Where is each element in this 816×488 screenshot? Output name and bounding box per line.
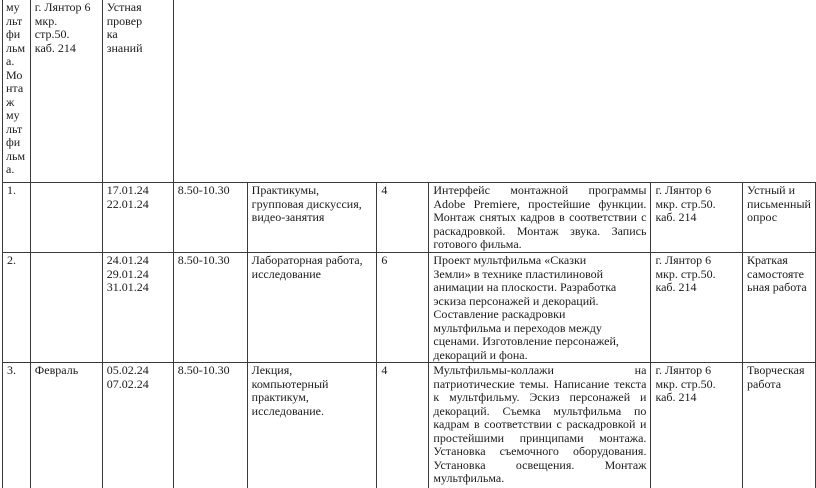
cell-time: 8.50-10.30 — [173, 363, 247, 488]
cell-control: Устный и письменный опрос — [743, 183, 816, 253]
cell-control: Творческая работа — [743, 363, 816, 488]
cell-hours: 4 — [377, 363, 429, 488]
cell-month — [30, 183, 102, 253]
empty-area — [173, 0, 815, 183]
cell-control: Краткая самостояте ьная работа — [743, 253, 816, 363]
cell-dates: 17.01.24 22.01.24 — [102, 183, 173, 253]
cell-number: 3. — [3, 363, 31, 488]
cell-topic-fragment: му льт фи льм а. Мо нта ж му льт фи льм а. — [3, 0, 31, 183]
cell-place-fragment: г. Лянтор 6 мкр. стр.50. каб. 214 — [30, 0, 102, 183]
cell-topic: Интерфейс монтажной программы Adobe Premiere, простейшие функции. Монтаж снятых кадров в соответствии с раскадровкой. Монтаж звука. Запись готового фильма. — [429, 183, 651, 253]
cell-place: г. Лянтор 6 мкр. стр.50. каб. 214 — [651, 253, 743, 363]
cell-number: 1. — [3, 183, 31, 253]
table-row — [3, 183, 816, 253]
cell-topic: Мультфильмы-коллажи на патриотические темы. Написание текста к мультфильму. Эскиз персонажей и декораций. Съемка мультфильма по кадрам в соответствии с раскадровкой и простейшими принципами монтажа. Установка съемочного оборудования. Установка освещения. Монтаж мультфильма. — [429, 363, 651, 488]
cell-form: Практикумы, групповая дискуссия, видео-занятия — [247, 183, 377, 253]
table-row — [3, 363, 816, 488]
table-row — [3, 253, 816, 363]
cell-place: г. Лянтор 6 мкр. стр.50. каб. 214 — [651, 183, 743, 253]
cell-topic: Проект мультфильма «Сказки Земли» в технике пластилиновой анимации на плоскости. Разработка эскиза персонажей и декораций. Составление раскадровки мультфильма и переходов между сценами. Изготовление персонажей, декораций и фона. — [429, 253, 651, 363]
cell-place: г. Лянтор 6 мкр. стр.50. каб. 214 — [651, 363, 743, 488]
cell-number: 2. — [3, 253, 31, 363]
cell-dates: 05.02.24 07.02.24 — [102, 363, 173, 488]
cell-control-fragment: Устная провер ка знаний — [102, 0, 173, 183]
table-row-continuation — [3, 0, 816, 183]
cell-time: 8.50-10.30 — [173, 183, 247, 253]
cell-form: Лекция, компьютерный практикум, исследование. — [247, 363, 377, 488]
cell-hours: 4 — [377, 183, 429, 253]
schedule-table — [2, 0, 816, 488]
cell-dates: 24.01.24 29.01.24 31.01.24 — [102, 253, 173, 363]
cell-month: Февраль — [30, 363, 102, 488]
cell-form: Лабораторная работа, исследование — [247, 253, 377, 363]
cell-time: 8.50-10.30 — [173, 253, 247, 363]
cell-month — [30, 253, 102, 363]
cell-hours: 6 — [377, 253, 429, 363]
